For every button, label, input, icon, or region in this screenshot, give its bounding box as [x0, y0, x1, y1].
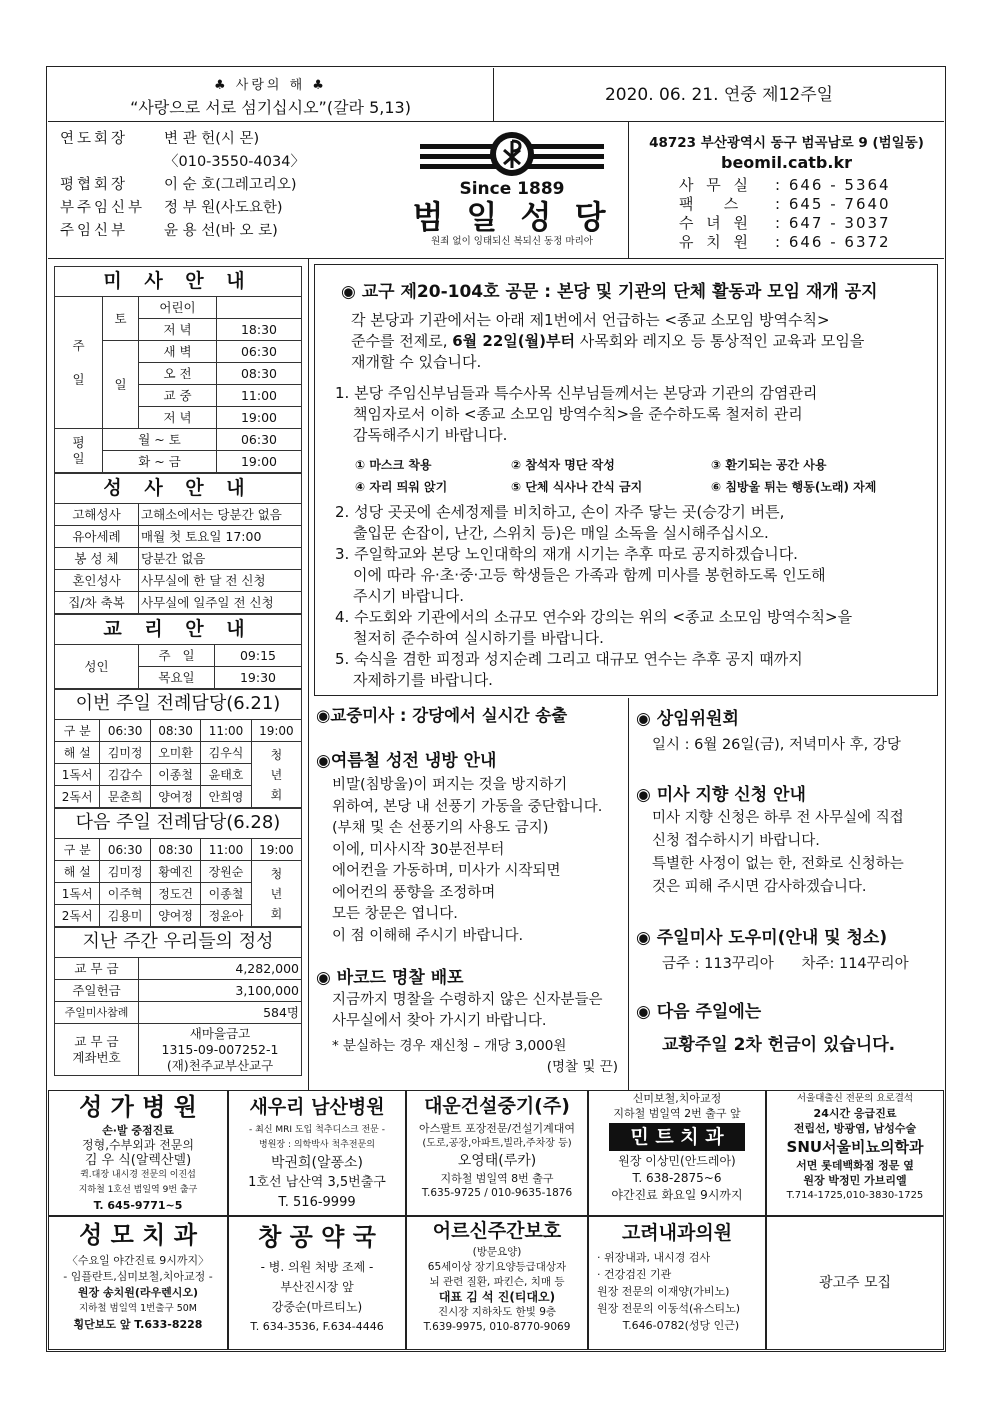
- col-divider: [308, 258, 309, 1090]
- officer-row: 평협회장 이 순 호(그레고리오): [60, 177, 297, 193]
- motto-box: [48, 68, 494, 122]
- notice-box: ◉ 교구 제20-104호 공문 : 본당 및 기관의 단체 활동과 모임 재개 공지 각 본당과 기관에서는 아래 제1번에서 언급하는 <종교 소모임 방역수칙> 준수를 전제로, 6월 22일(월)부터 사목회와 레지오 등 통상적인 교육과 모임을 재개할 수 있습니다. 1. 본당 주임신부님들과 특수사목 신부님들께서는 본당과 기관의 감염관리 책임자로서 이하 <종교 소모임 방역수칙>을 준수하도록 철저히 관리 감독해주시기 바랍니다. ① 마스크 착용 ② 참석자 명단 작성 ③ 환기되는 공간 사용 ④ 자리 띄워 앉기 ⑤ 단체 식사나 간식 금지 ⑥ 침방울 튀는 행동(노래) 자제 2. 성당 곳곳에 손세정제를 비치하고, 손이 자주 닿는 곳(승강기 버튼, 출입문 손잡이, 난간, 스위치 등)은 매일 소독을 실시해주십시오. 3. 주일학교와 본당 노인대학의 재개 시기는 추후 따로 공지하겠습니다. 이에 따라 유·초·중·고등 학생들은 가족과 함께 미사를 봉헌하도록 인도해 주시기 바랍니다. 4. 수도회와 기관에서의 소규모 연수와 강의는 위의 <종교 소모임 방역수칙>을 철저히 준수하여 실시하기를 바랍니다. 5. 숙식을 겸한 피정과 성지순례 그리고 대규모 연수는 추후 공지 때까지 자제하기를 바랍니다.: [314, 264, 938, 696]
- ad-box: 새우리 남산병원 - 최신 MRI 도입 척추디스크 전문 - 병원장 : 의학박사 척추전문의 박권희(알퐁소) 1호선 남산역 3,5번출구 T. 516-9999: [228, 1090, 406, 1216]
- motto: “사랑으로 서로 섬기십시오”(갈라 5,13): [130, 98, 411, 117]
- rules: ① 마스크 착용 ② 참석자 명단 작성 ③ 환기되는 공간 사용 ④ 자리 띄워 앉기 ⑤ 단체 식사나 간식 금지 ⑥ 침방울 튀는 행동(노래) 자제: [355, 458, 877, 494]
- date: 2020. 06. 21. 연중 제12주일: [494, 68, 944, 122]
- sunday-label: 주 일: [55, 297, 103, 429]
- lower-left: ◉교중미사 : 강당에서 실시간 송출 ◉여름철 성전 냉방 안내 비말(침방울)이 퍼지는 것을 방지하기 위하여, 본당 내 선풍기 가동을 중단합니다. (부채 및 손 선풍기의 사용도 금지) 이에, 미사시작 30분전부터 에어컨을 가동하며, 미사가 시작되면 에어컨의 풍향을 조정하며 모든 창문은 엽니다. 이 점 이해해 주시기 바랍니다. ◉ 바코드 명찰 배포 지금까지 명찰을 수령하지 않은 신자분들은 사무실에서 찾아 가시기 바랍니다. * 분실하는 경우 재신청 – 개당 3,000원 (명찰 및 끈): [316, 706, 618, 1075]
- ad-box: 창 공 약 국 - 병. 의원 처방 조제 - 부산진시장 앞 강중순(마르티노) T. 634-3536, F.634-4446: [228, 1216, 406, 1350]
- officers: [60, 128, 360, 243]
- ad-box: 고려내과의원 · 위장내과, 내시경 검사 · 건강검진 기관 원장 전문의 이재양(가비노) 원장 전문의 이동석(유스티노) T.646-0782(성당 인근): [588, 1216, 766, 1350]
- duty1-title: 이번 주일 전례담당(6.21): [54, 689, 302, 719]
- doctrine-table: 성인 주 일 09:15 목요일 19:30: [54, 644, 302, 689]
- duty2-table: 구 분 06:30 08:30 11:00 19:00 해 설 김미정 황예진 장원순 청 년 회 1독서 이주혁 정도건 이종철 2독서 김용미 양여정 정윤아: [54, 838, 302, 927]
- mass-title: 미 사 안 내: [54, 266, 302, 296]
- divider: [48, 258, 944, 259]
- contact-box: [628, 122, 944, 258]
- ad-box: 광고주 모집: [766, 1216, 944, 1350]
- phone-row: 유 치 원 : 646 - 6372: [679, 233, 891, 251]
- notice-title: ◉ 교구 제20-104호 공문 : 본당 및 기관의 단체 활동과 모임 재개 공지: [341, 282, 878, 302]
- doctrine-title: 교 리 안 내: [54, 614, 302, 644]
- left-column: [54, 266, 302, 1076]
- sacrament-table: 고해성사 고해소에서는 당분간 없음 유아세례 매월 첫 토요일 17:00 봉 성 체 당분간 없음 혼인성사 사무실에 한 달 전 신청 집/차 축복 사무실에 일주일 전 신청: [54, 503, 302, 614]
- mass-table: 주 일 토 어린이 저 녁 18:30 일 새 벽 06:30 오 전 08:30 교 중 11:00 저 녁 19:00 평 일 월 ~ 토 06:30 화 ~ 금 19:00: [54, 296, 302, 473]
- ad-box: 어르신주간보호 (방문요양) 65세이상 장기요양등급대상자 뇌 관련 질환, 파킨슨, 치매 등 대표 김 석 진(티대오) 진시장 지하차도 한빛 9층 T.639-9975, 010-8770-9069: [406, 1216, 588, 1350]
- address: 48723 부산광역시 동구 범곡남로 9 (범일동): [649, 135, 924, 151]
- since: Since 1889: [459, 179, 565, 199]
- offering-title: 지난 주간 우리들의 정성: [54, 927, 302, 957]
- website: beomil.catb.kr: [720, 153, 852, 172]
- phone-row: 사 무 실 : 646 - 5364: [679, 176, 891, 194]
- ad-box: 성 가 병 원 손·발 중점진료 정형,수부외과 전문의 김 우 식(알렉산델) 퀵.대장 내시경 전문의 이진섭 지하철 1호선 범일역 9번 출구 T. 645-9771~5: [48, 1090, 228, 1216]
- officer-row: 연도회장 변 관 헌(시 몬): [60, 131, 260, 147]
- officer-row: 부주임신부 정 부 원(사도요한): [60, 200, 283, 216]
- ad-box: 신미보철,치아교정 지하철 범일역 2번 출구 앞 민 트 치 과 원장 이상민(안드레아) T. 638-2875~6 야간진료 화요일 9시까지: [588, 1090, 766, 1216]
- church-logo: [412, 130, 612, 256]
- col-divider-2: [628, 698, 629, 1090]
- phone-row: 수 녀 원 : 647 - 3037: [679, 214, 891, 232]
- ad-box: 성 모 치 과 〈수요일 야간진료 9시까지〉 - 임플란트,심미보철,치아교정 - 원장 송치원(라우렌시오) 지하철 범일역 1번출구 50M 횡단보도 앞 T.633-8228: [48, 1216, 228, 1350]
- officer-row: 〈010-3550-4034〉: [164, 154, 305, 170]
- lower-right: ◉ 상임위원회 일시 : 6월 26일(금), 저녁미사 후, 강당 ◉ 미사 지향 신청 안내 미사 지향 신청은 하루 전 사무실에 직접 신청 접수하시기 바랍니다. 특별한 사정이 없는 한, 전화로 신청하는 것은 피해 주시면 감사하겠습니다. ◉ 주일미사 도우미(안내 및 청소) 금주 : 113꾸리아 차주: 114꾸리아 ◉ 다음 주일에는 교황주일 2차 헌금이 있습니다.: [636, 709, 909, 1055]
- phone-row: 팩 스 : 645 - 7640: [679, 195, 891, 213]
- offering-table: 교 무 금 4,282,000 주일헌금 3,100,000 주일미사참례 584명 교 무 금 계좌번호 새마을금고 1315-09-007252-1 (재)천주교부산교구: [54, 957, 302, 1076]
- ad-box: 서울대출신 전문의 요로결석 24시간 응급진료 전립선, 방광염, 남성수술 SNU서울비뇨의학과 서면 롯데백화점 정문 옆 원장 박정민 가브리엘 T.714-1725,010-3830-1725: [766, 1090, 944, 1216]
- church-name: 범 일 성 당: [412, 198, 612, 236]
- officer-row: 주임신부 윤 용 선(바 오 로): [60, 223, 278, 239]
- weekday-label: 평 일: [55, 429, 103, 473]
- chi-rho-icon: [412, 130, 612, 176]
- duty1-table: 구 분 06:30 08:30 11:00 19:00 해 설 김미정 오미환 김우식 청 년 회 1독서 김갑수 이종철 윤태호 2독서 문춘희 양여정 안희영: [54, 719, 302, 808]
- motto-top: ♣ 사랑의 해 ♣: [214, 78, 327, 93]
- duty2-title: 다음 주일 전례담당(6.28): [54, 808, 302, 838]
- ad-box: 대운건설중기(주) 아스팔트 포장전문/건설기계대여 (도로,공장,아파트,빌라,주차장 등) 오영태(루카) 지하철 범일역 8번 출구 T.635-9725 / 010-9635-1876: [406, 1090, 588, 1216]
- church-subtitle: 원죄 없이 잉태되신 복되신 동정 마리아: [431, 236, 593, 247]
- sacrament-title: 성 사 안 내: [54, 473, 302, 503]
- phone-list: [629, 176, 944, 252]
